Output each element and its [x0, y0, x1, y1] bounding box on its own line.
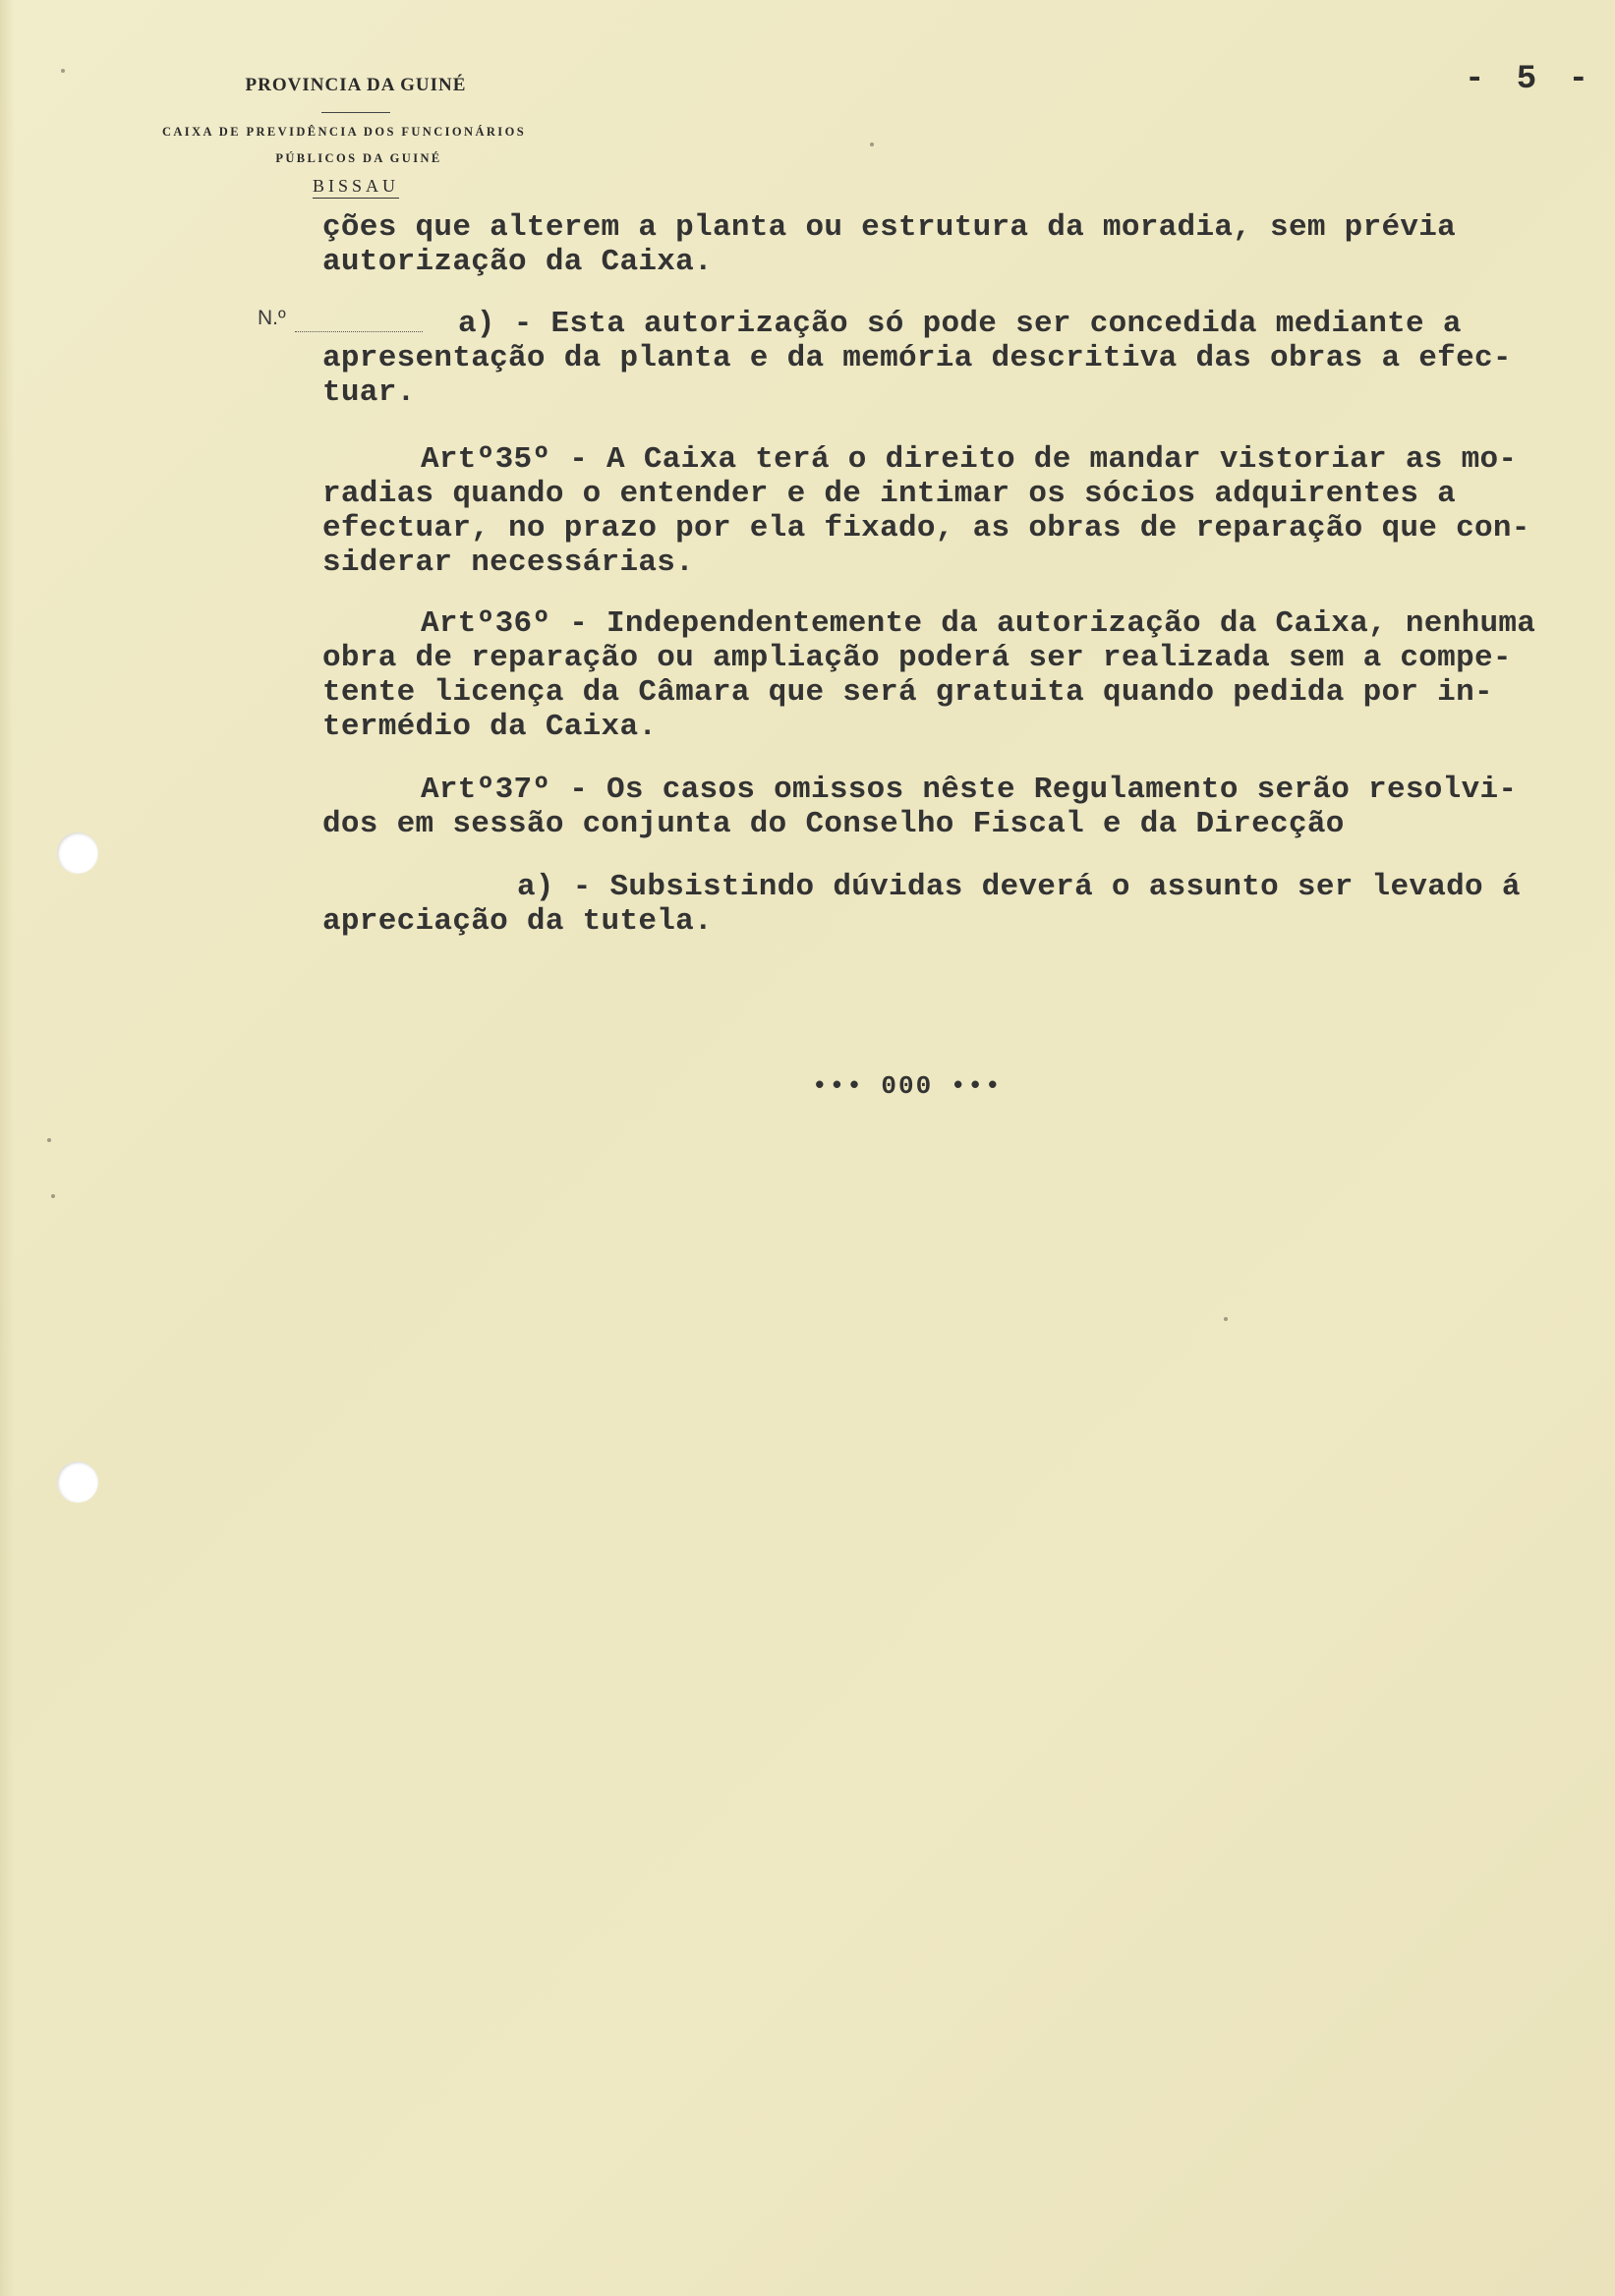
item-a-second-line-2: apreciação da tutela.	[322, 904, 713, 939]
article-36-line-1: Artº36º - Independentemente da autorização da Caixa, nenhuma	[421, 606, 1536, 641]
article-36-line-2: obra de reparação ou ampliação poderá ser realizada sem a compe-	[322, 641, 1512, 675]
continuation-line-2: autorização da Caixa.	[322, 245, 713, 279]
punch-hole-lower	[57, 1462, 98, 1503]
article-36-line-4: termédio da Caixa.	[322, 710, 658, 744]
paper-speck	[1224, 1317, 1228, 1321]
item-a-line-2: apresentação da planta e da memória descritiva das obras a efec-	[322, 341, 1512, 375]
closing-mark: ••• 000 •••	[812, 1071, 1003, 1101]
letterhead-province: PROVINCIA DA GUINÉ	[245, 75, 467, 95]
letterhead-city: BISSAU	[313, 176, 399, 199]
paper-speck	[61, 69, 65, 73]
article-35-line-4: siderar necessárias.	[322, 545, 695, 580]
continuation-line-1: ções que alterem a planta ou estrutura da moradia, sem prévia	[322, 210, 1457, 245]
article-37-line-1: Artº37º - Os casos omissos nêste Regulamento serão resolvi-	[421, 773, 1518, 807]
page-number: - 5 -	[1465, 61, 1595, 98]
letterhead-institution-line-1: CAIXA DE PREVIDÊNCIA DOS FUNCIONÁRIOS	[161, 125, 527, 139]
item-a-line-3: tuar.	[322, 375, 416, 410]
reference-number-label: N.º	[258, 307, 286, 329]
paper-speck	[47, 1138, 51, 1142]
article-37-line-2: dos em sessão conjunta do Conselho Fiscal e da Direcção	[322, 807, 1345, 841]
reference-number-dotted-line	[295, 331, 423, 332]
punch-hole-upper	[57, 832, 98, 874]
letterhead	[69, 75, 619, 199]
article-35-line-2: radias quando o entender e de intimar os sócios adquirentes a	[322, 477, 1457, 511]
item-a-line-1: a) - Esta autorização só pode ser concedida mediante a	[458, 307, 1462, 341]
article-35-line-1: Artº35º - A Caixa terá o direito de mandar vistoriar as mo-	[421, 442, 1518, 477]
item-a-second-line-1: a) - Subsistindo dúvidas deverá o assunto ser levado á	[517, 870, 1521, 904]
paper-speck	[51, 1194, 55, 1198]
article-36-line-3: tente licença da Câmara que será gratuita quando pedida por in-	[322, 675, 1493, 710]
letterhead-institution-line-2: PÚBLICOS DA GUINÉ	[275, 151, 442, 165]
paper-speck	[870, 143, 874, 146]
article-35-line-3: efectuar, no prazo por ela fixado, as obras de reparação que con-	[322, 511, 1530, 545]
letterhead-rule	[321, 112, 390, 113]
